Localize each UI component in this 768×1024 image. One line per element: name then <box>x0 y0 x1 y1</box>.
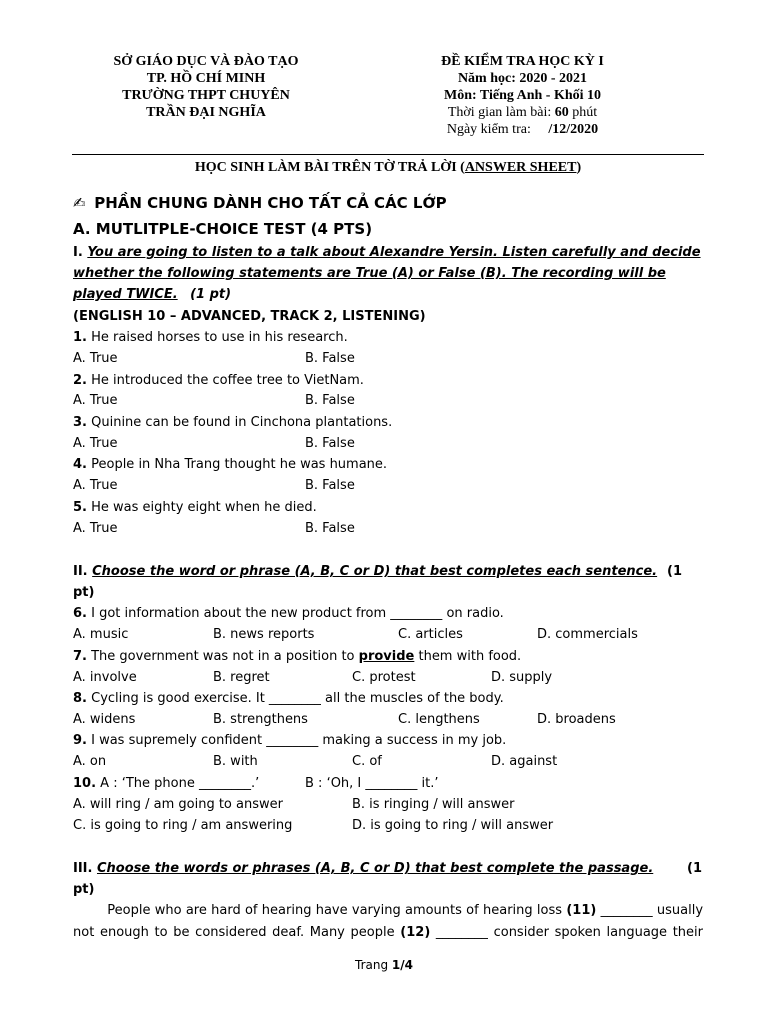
q1-option-b[interactable]: B. False <box>305 351 355 366</box>
q10-option-d[interactable]: D. is going to ring / will answer <box>352 818 554 833</box>
writing-hand-icon: ✍ <box>73 194 86 212</box>
page-number: Trang 1/4 <box>355 958 413 972</box>
section2-points-a: (1 <box>667 564 682 579</box>
q7-option-d[interactable]: D. supply <box>491 670 553 685</box>
q7-option-a[interactable]: A. involve <box>73 670 137 685</box>
q7-option-c[interactable]: C. protest <box>352 670 416 685</box>
exam-subject: Môn: Tiếng Anh - Khối 10 <box>443 88 602 103</box>
q2-option-b[interactable]: B. False <box>305 393 355 408</box>
q8-option-c[interactable]: C. lengthens <box>398 712 480 727</box>
q10-option-a[interactable]: A. will ring / am going to answer <box>73 797 283 812</box>
section1-instruction-line1: I. You are going to listen to a talk about Alexandre Yersin. Listen carefully and decide <box>73 245 701 260</box>
question-6: 6. I got information about the new product from ________ on radio. <box>73 606 504 621</box>
school-name: TRẦN ĐẠI NGHĨA <box>146 105 266 120</box>
passage-line-1: People who are hard of hearing have varying amounts of hearing loss (11) ________ usually <box>107 903 704 918</box>
q8-option-a[interactable]: A. widens <box>73 712 136 727</box>
q8-option-b[interactable]: B. strengthens <box>213 712 308 727</box>
question-7: 7. The government was not in a position to provide them with food. <box>73 649 522 664</box>
school-year: Năm học: 2020 - 2021 <box>457 71 588 86</box>
q6-option-b[interactable]: B. news reports <box>213 627 315 642</box>
q1-option-a[interactable]: A. True <box>73 351 118 366</box>
department-name: SỞ GIÁO DỤC VÀ ĐÀO TẠO <box>113 54 299 69</box>
q4-option-a[interactable]: A. True <box>73 478 118 493</box>
section1-source: (ENGLISH 10 – ADVANCED, TRACK 2, LISTENING) <box>73 309 426 324</box>
question-4: 4. People in Nha Trang thought he was humane. <box>73 457 388 472</box>
part-a-title: A. MUTLITPLE-CHOICE TEST (4 PTS) <box>73 220 373 238</box>
question-8: 8. Cycling is good exercise. It ________ all the muscles of the body. <box>73 691 504 706</box>
question-10: 10. A : ‘The phone ________.’ <box>73 776 260 791</box>
section2-instruction: II. Choose the word or phrase (A, B, C or D) that best completes each sentence. <box>73 564 658 579</box>
q7-option-b[interactable]: B. regret <box>213 670 270 685</box>
q9-option-c[interactable]: C. of <box>352 754 382 769</box>
answer-sheet-instruction: HỌC SINH LÀM BÀI TRÊN TỜ TRẢ LỜI (ANSWER SHEET) <box>194 160 582 175</box>
question-1: 1. He raised horses to use in his research. <box>73 330 348 345</box>
school-header <box>96 53 316 121</box>
q2-option-a[interactable]: A. True <box>73 393 118 408</box>
passage-line-2: not enough to be considered deaf. Many people (12) ________ consider spoken language their <box>73 925 704 940</box>
section3-instruction: III. Choose the words or phrases (A, B, C or D) that best complete the passage. <box>73 861 654 876</box>
q6-option-c[interactable]: C. articles <box>398 627 463 642</box>
q5-option-a[interactable]: A. True <box>73 521 118 536</box>
question-9: 9. I was supremely confident ________ making a success in my job. <box>73 733 507 748</box>
exam-date: Ngày kiểm tra: /12/2020 <box>446 122 599 137</box>
q8-option-d[interactable]: D. broadens <box>537 712 616 727</box>
q3-option-a[interactable]: A. True <box>73 436 118 451</box>
exam-duration: Thời gian làm bài: 60 phút <box>447 105 598 120</box>
q4-option-b[interactable]: B. False <box>305 478 355 493</box>
common-section-title: ✍ PHẦN CHUNG DÀNH CHO TẤT CẢ CÁC LỚP <box>73 194 447 212</box>
q5-option-b[interactable]: B. False <box>305 521 355 536</box>
q9-option-a[interactable]: A. on <box>73 754 107 769</box>
question-5: 5. He was eighty eight when he died. <box>73 500 317 515</box>
q6-option-d[interactable]: D. commercials <box>537 627 638 642</box>
q10-option-c[interactable]: C. is going to ring / am answering <box>73 818 293 833</box>
question-2: 2. He introduced the coffee tree to VietNam. <box>73 373 364 388</box>
school-type: TRƯỜNG THPT CHUYÊN <box>122 88 290 103</box>
q3-option-b[interactable]: B. False <box>305 436 355 451</box>
q10-option-b[interactable]: B. is ringing / will answer <box>352 797 515 812</box>
section3-points-a: (1 <box>687 861 702 876</box>
section2-points-b: pt) <box>73 585 95 600</box>
q9-option-d[interactable]: D. against <box>491 754 558 769</box>
exam-header <box>420 53 625 138</box>
q9-option-b[interactable]: B. with <box>213 754 258 769</box>
q6-option-a[interactable]: A. music <box>73 627 129 642</box>
exam-title: ĐỀ KIỂM TRA HỌC KỲ I <box>441 54 604 69</box>
question-3: 3. Quinine can be found in Cinchona plantations. <box>73 415 393 430</box>
header-divider <box>72 154 704 155</box>
section1-instruction-line3: played TWICE. (1 pt) <box>73 287 232 302</box>
city-name: TP. HỒ CHÍ MINH <box>146 71 266 86</box>
question-10-reply: B : ‘Oh, I ________ it.’ <box>305 776 439 791</box>
section3-points-b: pt) <box>73 882 95 897</box>
section1-instruction-line2: whether the following statements are True (A) or False (B). The recording will be <box>73 266 666 281</box>
